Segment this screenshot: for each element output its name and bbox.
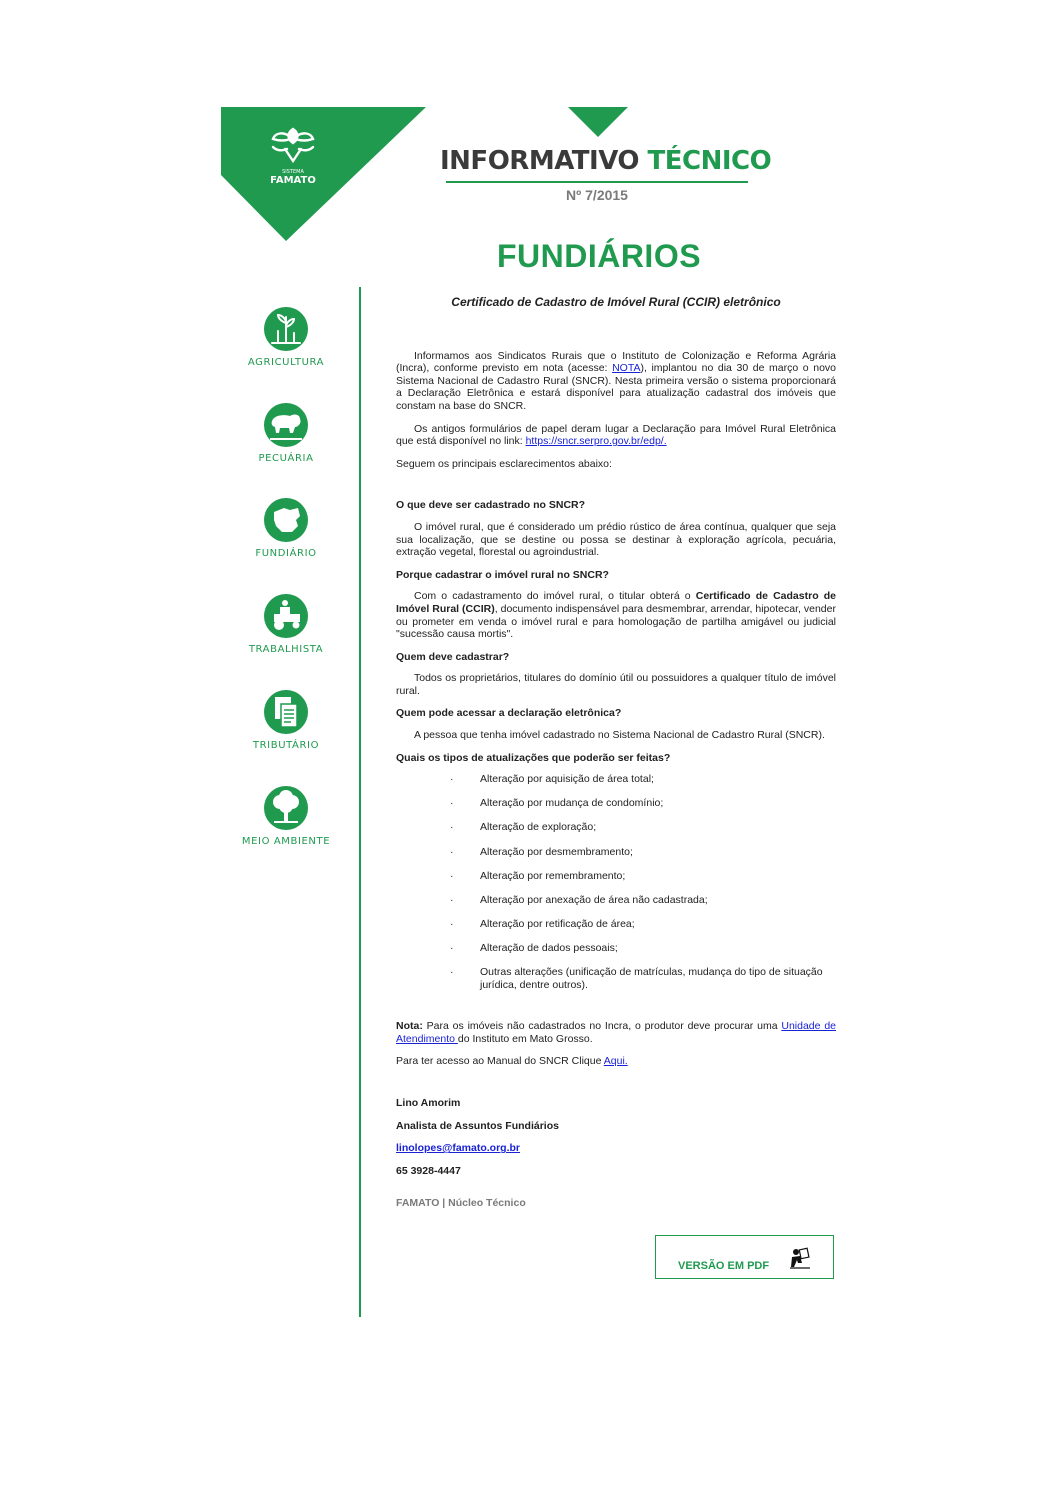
sidebar-item-trabalhista[interactable] bbox=[236, 592, 336, 655]
sidebar-item-label: FUNDIÁRIO bbox=[255, 548, 317, 559]
svg-text:FAMATO: FAMATO bbox=[270, 175, 316, 186]
sidebar-item-label: AGRICULTURA bbox=[247, 357, 325, 368]
sidebar-item-label: TRABALHISTA bbox=[248, 644, 324, 655]
email-link[interactable]: linolopes@famato.org.br bbox=[396, 1142, 520, 1155]
tree-icon bbox=[262, 784, 310, 832]
list-item: · Outras alterações (unificação de matrículas, mudança do tipo de situação jurídica, dentre outros). bbox=[450, 966, 823, 991]
sidebar-item-label: MEIO AMBIENTE bbox=[241, 836, 331, 847]
header-title bbox=[440, 146, 772, 176]
plant-icon bbox=[262, 305, 310, 353]
nota-link[interactable]: NOTA bbox=[612, 362, 641, 375]
question-1: O que deve ser cadastrado no SNCR? bbox=[396, 499, 586, 512]
question-2: Porque cadastrar o imóvel rural no SNCR? bbox=[396, 568, 609, 581]
sncr-link[interactable]: https://sncr.serpro.gov.br/edp/. bbox=[525, 435, 667, 448]
article-body bbox=[396, 296, 836, 1220]
sidebar-item-label: TRIBUTÁRIO bbox=[252, 740, 320, 751]
header-title-part1: INFORMATIVO bbox=[440, 146, 639, 176]
header-small-triangle bbox=[568, 107, 628, 137]
author-name: Lino Amorim bbox=[396, 1096, 461, 1109]
answer-3: Todos os proprietários, titulares do domínio útil ou possuidores a qualquer título de imóvel rural. bbox=[396, 672, 836, 697]
author-email bbox=[396, 1142, 836, 1155]
list-item: · Alteração por remembramento; bbox=[450, 869, 626, 882]
footer-org: FAMATO | Núcleo Técnico bbox=[396, 1197, 526, 1210]
documents-icon bbox=[262, 688, 310, 736]
answer-4: A pessoa que tenha imóvel cadastrado no Sistema Nacional de Cadastro Rural (SNCR). bbox=[414, 729, 825, 742]
sidebar-item-label: PECUÁRIA bbox=[258, 453, 314, 464]
answer-2: Com o cadastramento do imóvel rural, o titular obterá o Certificado de Cadastro de Imóvel Rural (CCIR), documento indispensável para desmembrar, arrendar, hipotecar, vender ou prometer em venda o imóvel rural e para homologação de partilha amigável ou judicial "sucessão causa mortis". bbox=[396, 590, 836, 641]
manual-link[interactable]: Aqui. bbox=[603, 1055, 628, 1068]
question-3: Quem deve cadastrar? bbox=[396, 650, 510, 663]
author-role: Analista de Assuntos Fundiários bbox=[396, 1119, 559, 1132]
list-item: · Alteração por aquisição de área total; bbox=[450, 773, 654, 786]
sidebar-item-agricultura[interactable] bbox=[236, 305, 336, 368]
forms-paragraph: Os antigos formulários de papel deram lugar a Declaração para Imóvel Rural Eletrônica que está disponível no link: https://sncr.serpro.gov.br/edp/. bbox=[396, 422, 836, 448]
cattle-icon bbox=[262, 401, 310, 449]
manual-paragraph: Para ter acesso ao Manual do SNCR Clique Aqui. bbox=[396, 1055, 628, 1068]
sidebar-item-fundiario[interactable] bbox=[236, 496, 336, 559]
list-item: · Alteração por desmembramento; bbox=[450, 845, 633, 858]
sidebar-item-pecuaria[interactable] bbox=[236, 401, 336, 464]
pdf-version-label: VERSÃO EM PDF bbox=[678, 1260, 770, 1272]
intro-paragraph: Informamos aos Sindicatos Rurais que o Instituto de Colonização e Reforma Agrária (Incra), conforme previsto em nota (acesse: NOTA), implantou no dia 30 de março o novo Sistema Nacional de Cadastro Rural (SNCR). Nesta primeira versão o sistema proporcionará a Declaração Eletrônica e estará disponível para atualização cadastral dos imóveis que constam na base do SNCR. bbox=[396, 349, 837, 412]
map-icon bbox=[262, 496, 310, 544]
header-title-part2: TÉCNICO bbox=[647, 146, 772, 176]
list-item: · Alteração por retificação de área; bbox=[450, 917, 635, 930]
note-paragraph: Nota: Para os imóveis não cadastrados no Incra, o produtor deve procurar uma Unidade de Atendimento do Instituto em Mato Grosso. bbox=[396, 1020, 836, 1045]
pdf-version-button[interactable] bbox=[655, 1235, 834, 1279]
list-item: · Alteração de dados pessoais; bbox=[450, 941, 618, 954]
reader-icon bbox=[788, 1247, 812, 1269]
list-item: · Alteração por mudança de condomínio; bbox=[450, 797, 664, 810]
vertical-divider bbox=[359, 287, 361, 1317]
header-divider bbox=[446, 181, 748, 183]
svg-text:SISTEMA: SISTEMA bbox=[282, 169, 304, 175]
article-subtitle: Certificado de Cadastro de Imóvel Rural (CCIR) eletrônico bbox=[451, 295, 781, 309]
tractor-icon bbox=[262, 592, 310, 640]
question-5: Quais os tipos de atualizações que poderão ser feitas? bbox=[396, 751, 671, 764]
unidade-atendimento-link[interactable]: Unidade de Atendimento bbox=[396, 1020, 836, 1045]
sidebar-item-tributario[interactable] bbox=[236, 688, 336, 751]
question-4: Quem pode acessar a declaração eletrônica? bbox=[396, 707, 622, 720]
list-item: · Alteração por anexação de área não cadastrada; bbox=[450, 893, 708, 906]
clarifications-intro: Seguem os principais esclarecimentos abaixo: bbox=[396, 457, 612, 470]
updates-list bbox=[450, 773, 836, 991]
answer-1: O imóvel rural, que é considerado um prédio rústico de área contínua, qualquer que seja sua localização, que se destine ou possa se destinar à exploração agrícola, pecuária, extração vegetal, florestal ou agroindustrial. bbox=[396, 520, 836, 559]
header-triangle-graphic bbox=[221, 107, 426, 241]
issue-number: Nº 7/2015 bbox=[566, 187, 628, 203]
author-phone: 65 3928-4447 bbox=[396, 1164, 461, 1177]
list-item: · Alteração de exploração; bbox=[450, 821, 597, 834]
sidebar-item-meio-ambiente[interactable] bbox=[236, 784, 336, 847]
page-title: FUNDIÁRIOS bbox=[496, 238, 702, 274]
famato-logo bbox=[263, 125, 323, 187]
